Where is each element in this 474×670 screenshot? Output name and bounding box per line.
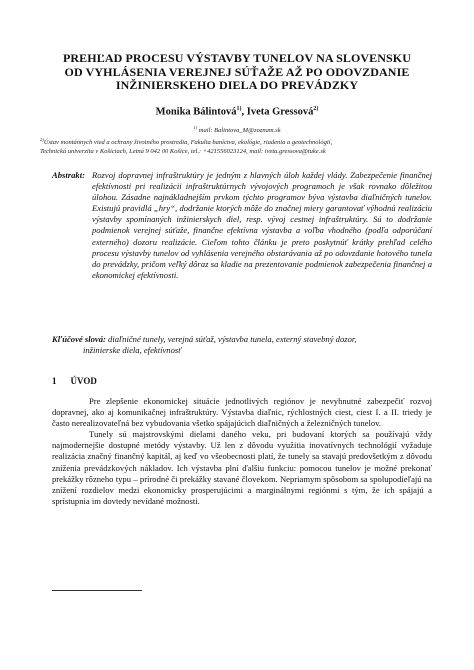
section-number: 1 — [52, 376, 57, 386]
author-affiliation-mark: 2) — [313, 106, 319, 112]
body-text — [52, 396, 432, 507]
paragraph: Pre zlepšenie ekonomickej situácie jednotlivých regiónov je nevyhnutné zabezpečiť rozvoj dopravnej, ako aj komunikačnej infraštruktúry. Výstavba diaľnic, rýchlostných ciest, ciest I. a II. triedy je často nerealizovateľná bez vybudovania všetko spájajúcich diaľničných a železničných tunelov. — [52, 396, 432, 429]
footnote-separator — [52, 590, 142, 591]
affiliation-mark: 1) — [193, 125, 198, 130]
affiliation-2 — [40, 136, 434, 148]
abstract-text: Rozvoj dopravnej infraštruktúry je jedným z hlavných úloh každej vlády. Zabezpečenie finančnej efektívnosti pri realizácii infraštruktúrnych vývojových programoch je však rovnako dôležitou úlohou. Zásadne najnákladnejším prvkom týchto programov býva výstavba diaľničných tunelov. Existujú pravidlá „hry“, dodržanie ktorých môže do značnej miery garantovať výhodnú realizáciu výstavby spomínaných inžinierskych diel, resp. vývoj cestnej infraštruktúry. Sú to dodržanie podmienok verejnej súťaže, finančne efektívna výstavba a voľba vhodného (podľa odporúčaní externého) dozoru realizácie. Cieľom tohto článku je preto poskytnúť krátky prehľad celého procesu výstavby tunelov od vyhlásenia verejného obstarávania až po odovzdanie hotového tunela do prevádzky, pričom veľký dôraz sa kladie na prezentovanie podmienok zabezpečenia finančnej a ekonomickej efektívnosti. — [92, 170, 432, 280]
affiliation-1 — [40, 124, 434, 136]
author-affiliation-mark: 1) — [236, 106, 242, 112]
paper-title — [40, 52, 434, 93]
author-name: Monika Bálintová — [155, 106, 237, 118]
affiliation-2-cont: Technická univerzita v Košiciach, Letná 9 042 00 Košice, tel.: +421556023124, mail: iveta.gressova@tuke.sk — [40, 147, 326, 155]
title-line-1: PREHĽAD PROCESU VÝSTAVBY TUNELOV NA SLOVENSKU — [62, 51, 412, 65]
author-separator: , — [241, 106, 247, 118]
keywords-label: Kľúčové slová: — [52, 334, 106, 344]
keywords-line-1: diaľničné tunely, verejná súťaž, výstavba tunela, externý stavebný dozor, — [108, 334, 357, 344]
section-title: ÚVOD — [70, 376, 97, 386]
paragraph: Tunely sú majstrovskými dielami daného veku, pri budovaní ktorých sa používajú vždy najmodernejšie dostupné metódy výstavby. Už len z dôvodu využitia inovatívnych technológií vyžaduje realizácia značný finančný kapitál, aj keď vo všeobecnosti platí, že tunely sa stavajú predovšetkým z dôvodu zníženia prevádzkových nákladov. Ich výstavba plní ďalšiu funkciu: pomocou tunelov je možné prekonať prekážky rôzneho typu – prírodné či prekážky stavané človekom. Nepriamym spôsobom sa spolupodieľajú na znížení rozdielov medzi ekonomicky prosperujúcimi a marginálnymi regiónmi s tým, že ich spájajú a sprístupnia im dovtedy nevídané možnosti. — [52, 429, 432, 506]
affiliation-1-text: mail: Balintova_M@zoznam.sk — [197, 127, 281, 135]
author-name: Iveta Gressová — [246, 106, 314, 118]
author-list — [40, 103, 434, 119]
affiliations — [40, 124, 434, 156]
abstract-label: Abstrakt: — [52, 170, 85, 180]
affiliation-mark: 2) — [40, 136, 44, 142]
abstract — [52, 170, 432, 281]
affiliation-2-line-1: Ústav montánnych vied a ochrany životného prostredia, Fakulta baníctva, ekológie, riadenia a geotechnológií, — [43, 138, 333, 146]
keywords-line-2: inžinierske diela, efektívnosť — [83, 345, 182, 356]
title-line-3: INŽINIERSKEHO DIELA DO PREVÁDZKY — [115, 78, 359, 92]
title-line-2: OD VYHLÁSENIA VEREJNEJ SÚŤAŽE AŽ PO ODOVZDANIE — [64, 64, 410, 79]
keywords — [52, 334, 432, 356]
section-heading — [52, 376, 432, 386]
